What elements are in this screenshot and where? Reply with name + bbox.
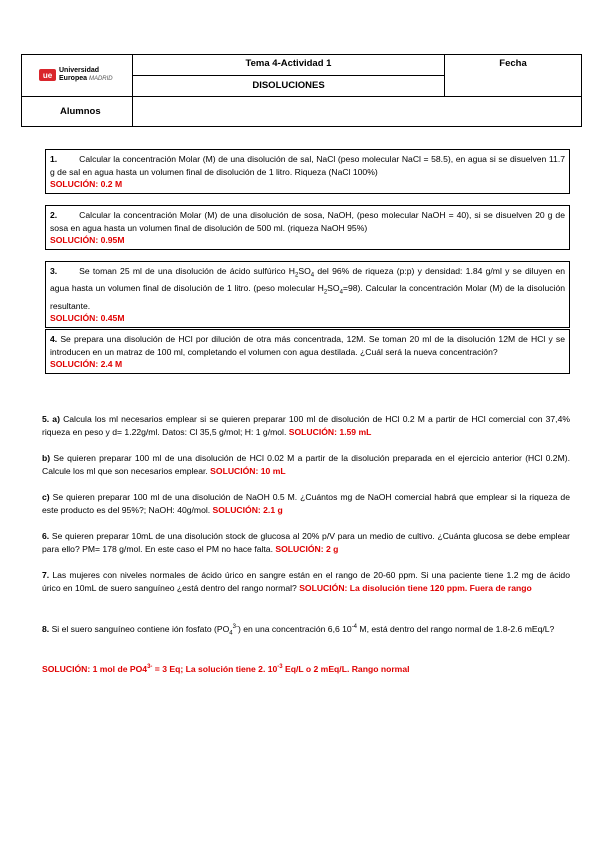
solution-text: SOLUCIÓN: 0.2 M [50,179,123,190]
question-1 [45,149,570,194]
question-6 [42,530,570,556]
question-5a [42,413,570,439]
question-5b [42,452,570,478]
question-text: Se quieren preparar 100 ml de una disolución de NaOH 0.5 M. ¿Cuántos mg de NaOH comercial habrá que emplear si la riqueza de este producto es del 95%?; NaOH: 40g/mol. [42,492,570,515]
question-text: Si el suero sanguíneo contiene ión fosfato $(PO_4^{3-})$ en una concentración 6,6 $10^{-4}$ M, está dentro del rango normal de 1.8-2.6 mEq/L? [51,623,555,637]
question-8 [42,621,570,641]
topic-cell [133,76,445,96]
fecha-cell [445,55,582,97]
question-4 [45,329,570,374]
question-text: Se quieren preparar 100 ml de una disolución de HCl 0.02 M a partir de la disolución preparada en el ejercicio anterior (HCl 0.2M). Calcule los ml que son necesarios emplear. [42,453,570,476]
question-number: 4. [50,334,58,344]
question-text: Se toman 25 ml de una disolución de ácido sulfúrico $H_2SO_4$ del 96% de riqueza (p:p) y densidad: 1.84 g/ml y se diluyen en agua hasta un volumen final de disolución de 1 litro. (peso molecular $H_2SO_4=98$). Calcular la concentración Molar (M) de la disolución resultante. [50,266,566,311]
question-text: Las mujeres con niveles normales de ácido úrico en sangre están en el rango de 20-60 ppm. Si una paciente tiene 1.2 mg de ácido úrico en 10mL de suero sanguíneo ¿está dentro del rango normal? [42,570,570,593]
question-number: 3. [50,266,58,276]
solution-text: SOLUCIÓN: 2.1 g [212,505,283,515]
tema-cell [133,55,445,76]
question-text: Calcula los ml necesarios emplear si se quieren preparar 100 ml de disolución de HCl 0.2 M a partir de HCl comercial con 37,4% riqueza en peso y d= 1.22g/ml. Datos: Cl 35,5 g/mol; H: 1 g/mol. [42,414,570,437]
solution-text: SOLUCIÓN: La disolución tiene 120 ppm. Fuera de rango [299,583,532,593]
alumnos-cell [22,96,133,126]
alumnos-field[interactable] [133,96,582,126]
logo-cell [22,55,133,97]
logo-line-2: Europea [59,75,88,82]
question-text: Se quieren preparar 10mL de una disolución stock de glucosa al 20% p/V para un medio de cultivo. ¿Cuánta glucosa se debe emplear para ello? PM= 178 g/mol. En este caso el PM no hace falta. [42,531,570,554]
question-7 [42,569,570,595]
topic-title: DISOLUCIONES [252,80,325,92]
ue-logo-icon: ue [39,69,56,81]
question-number: 2. [50,210,58,220]
fecha-label: Fecha [499,58,527,69]
alumnos-label: Alumnos [60,105,101,117]
logo-line-3: MADRID [88,76,113,82]
question-2 [45,205,570,250]
question-number: c) [42,492,50,502]
question-3 [45,261,570,328]
question-text: Calcular la concentración Molar (M) de una disolución de sal, NaCl (peso molecular NaCl = 58.5), en agua si se disuelven 11.7 g de sal en agua hasta un volumen final de disolución de 1 litro. Riqueza (NaCl 100%) [50,154,565,177]
question-number: 6. [42,531,50,541]
solution-text: SOLUCIÓN: 0.45M [50,313,125,324]
question-number: b) [42,453,51,463]
question-number: 8. [42,623,50,634]
question-5c [42,491,570,517]
question-text: Se prepara una disolución de HCl por dilución de otra más concentrada, 12M. Se toman 20 ml de la disolución 12M de HCl y se introducen en un matraz de 100 ml, completando el volumen con agua destilada. ¿Cuál será la nueva concentración? [50,334,565,357]
university-logo [39,67,132,83]
question-text: Calcular la concentración Molar (M) de una disolución de sosa, NaOH, (peso molecular NaOH = 40), si se disuelven 20 g de sosa en agua hasta un volumen final de disolución de 500 ml. (riqueza NaOH 95%) [50,210,565,233]
tema-label: Tema 4-Actividad 1 [245,58,332,69]
question-8-solution [42,661,570,676]
header-table [21,54,582,127]
logo-line-1: Universidad [59,67,100,74]
solution-text: SOLUCIÓN: 1.59 mL [288,427,372,437]
question-number: 7. [42,570,50,580]
solution-text: SOLUCIÓN: 10 mL [210,466,286,476]
question-number: 1. [50,154,58,164]
solution-text: SOLUCIÓN: 2 g [275,544,339,554]
solution-text: SOLUCIÓN: 1 mol de $PO4^{3-} = 3$ Eq; La solución tiene 2. $10^{-3}$ Eq/L o 2 mEq/L. Rango normal [42,663,410,674]
solution-text: SOLUCIÓN: 2.4 M [50,359,123,370]
solution-text: SOLUCIÓN: 0.95M [50,235,125,246]
question-number: 5. a) [42,414,60,424]
